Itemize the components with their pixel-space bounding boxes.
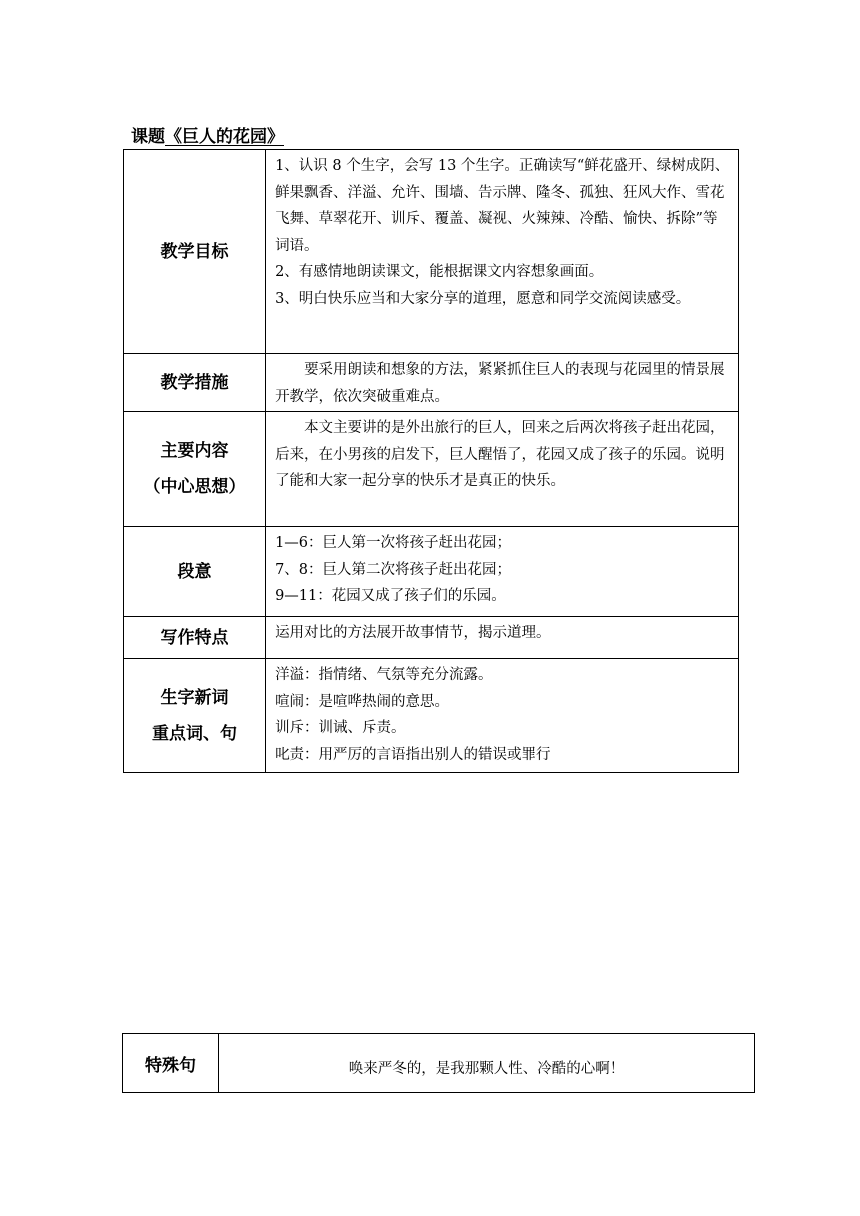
label-line: 主要内容 [160,441,229,461]
label-teaching-measures [124,354,266,412]
goal-item: 2、有感情地朗读课文，能根据课文内容想象画面。 [275,264,604,280]
label-teaching-goals [124,150,266,354]
label-line: （中心思想） [143,477,246,497]
label-line: 写作特点 [160,627,229,648]
content-teaching-measures [266,354,739,412]
row-writing-features [124,617,739,659]
goal-item: 1、认识 8 个生字，会写 13 个生字。正确读写“鲜花盛开、绿树成阴、鲜果飘香、洋溢、允许、围墙、告示牌、隆冬、孤独、狂风大作、雪花飞舞、草翠花开、训斥、覆盖、凝视、火辣辣、冷酷、愉快、拆除”等词语。 [275,158,730,254]
main-content-text: 本文主要讲的是外出旅行的巨人，回来之后两次将孩子赶出花园，后来，在小男孩的启发下，巨人醒悟了，花园又成了孩子的乐园。说明了能和大家一起分享的快乐才是真正的快乐。 [275,420,725,489]
special-sentence-text: 唤来严冬的，是我那颗人性、冷酷的心啊！ [219,1034,755,1093]
label-writing-features [124,617,266,659]
measures-text: 要采用朗读和想象的方法，紧紧抓住巨人的表现与花园里的情景展开教学，依次突破重难点。 [275,362,725,405]
label-line: 教学措施 [160,372,229,393]
title-prefix: 课题 [131,127,165,147]
label-new-words [124,659,266,773]
row-main-content [124,412,739,527]
label-main-content [124,412,266,527]
word-definition: 叱责：用严厉的言语指出别人的错误或罪行 [275,746,551,763]
content-paragraph-meaning [266,527,739,617]
content-teaching-goals [266,150,739,354]
label-special-sentence: 特殊句 [123,1034,219,1093]
label-line: 重点词、句 [152,723,238,744]
page-title [131,122,284,147]
label-paragraph-meaning [124,527,266,617]
special-sentence-table [122,1033,755,1093]
paragraph-item: 9—11：花园又成了孩子们的乐园。 [275,588,506,604]
content-main-content [266,412,739,527]
paragraph-item: 7、8：巨人第二次将孩子赶出花园； [275,561,512,578]
row-teaching-goals [124,150,739,354]
paragraph-item: 1—6：巨人第一次将孩子赶出花园； [275,535,512,551]
label-line: 生字新词 [160,687,229,708]
word-definition: 洋溢：指情绪、气氛等充分流露。 [275,667,493,683]
row-paragraph-meaning [124,527,739,617]
title-lesson-name: 《巨人的花园》 [165,127,284,147]
content-new-words [266,659,739,773]
writing-features-text: 运用对比的方法展开故事情节，揭示道理。 [275,625,551,641]
row-teaching-measures [124,354,739,412]
goal-item: 3、明白快乐应当和大家分享的道理，愿意和同学交流阅读感受。 [275,290,691,307]
row-new-words [124,659,739,773]
content-writing-features [266,617,739,659]
row-special-sentence [123,1034,755,1093]
word-definition: 喧闹：是喧哗热闹的意思。 [275,693,450,710]
lesson-plan-table [123,149,739,773]
label-line: 教学目标 [160,241,229,262]
word-definition: 训斥：训诫、斥责。 [275,720,406,736]
label-line: 段意 [177,561,212,582]
